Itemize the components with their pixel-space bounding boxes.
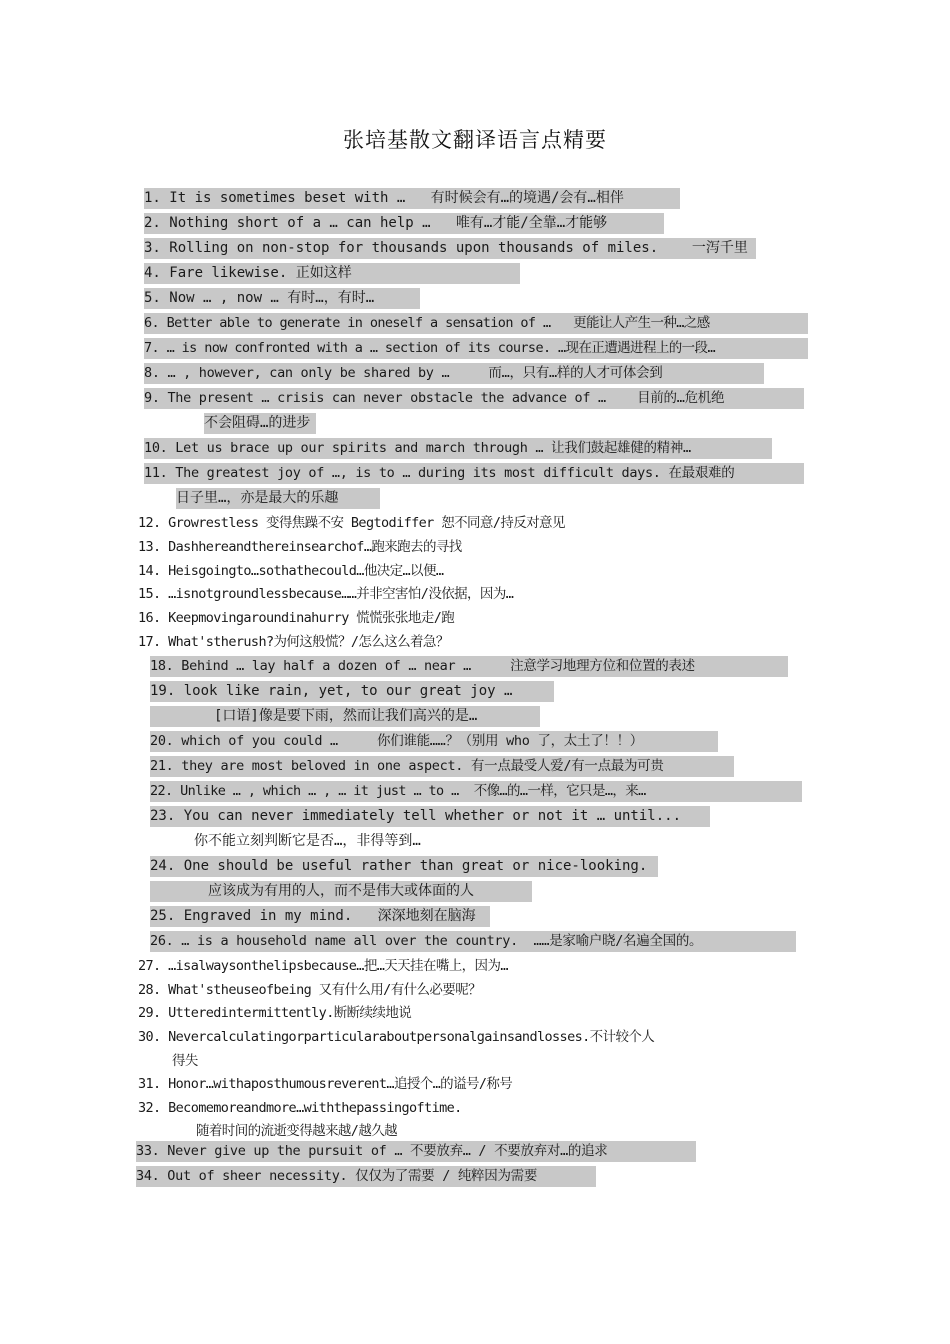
phrase-line-8: 8. … , however, can only be shared by … 而…，只有…样的人才可体会到 bbox=[144, 363, 764, 384]
phrase-line-34: 34. Out of sheer necessity. 仅仅为了需要 / 纯粹因为需要 bbox=[136, 1166, 596, 1187]
phrase-line-26: 26. … is a household name all over the country. ……是家喻户晓/名遍全国的。 bbox=[150, 931, 796, 952]
phrase-line-30: 30. Nevercalculatingorparticularaboutpersonalgainsandlosses.不计较个人 bbox=[138, 1029, 655, 1045]
phrase-line-6: 6. Better able to generate in oneself a sensation of … 更能让人产生一种…之感 bbox=[144, 313, 808, 334]
phrase-line-29: 29. Utteredintermittently.断断续续地说 bbox=[138, 1005, 412, 1021]
document-title: 张培基散文翻译语言点精要 bbox=[343, 128, 607, 152]
phrase-line-20: 20. which of you could … 你们谁能……？（别用 who 了，太土了！！） bbox=[150, 731, 718, 752]
phrase-line-11: 11. The greatest joy of …, is to … during its most difficult days. 在最艰难的 bbox=[144, 463, 804, 484]
phrase-line-10: 10. Let us brace up our spirits and march through … 让我们鼓起雄健的精神… bbox=[144, 438, 772, 459]
phrase-line-18: 18. Behind … lay half a dozen of … near … 注意学习地理方位和位置的表述 bbox=[150, 656, 788, 677]
phrase-line-25: 25. Engraved in my mind. 深深地刻在脑海 bbox=[150, 906, 490, 927]
phrase-line-27: 27. …isalwaysonthelipsbecause…把…天天挂在嘴上，因为… bbox=[138, 958, 508, 974]
phrase-line-2: 2. Nothing short of a … can help … 唯有…才能/全靠…才能够 bbox=[144, 213, 664, 234]
phrase-line-31: 31. Honor…withaposthumousreverent…追授个…的谥号/称号 bbox=[138, 1076, 513, 1092]
phrase-line-23: 23. You can never immediately tell whether or not it … until... bbox=[150, 806, 710, 827]
phrase-line-32-cont: 随着时间的流逝变得越来越/越久越 bbox=[196, 1123, 398, 1139]
phrase-line-30-cont: 得失 bbox=[172, 1053, 198, 1069]
phrase-line-12: 12. Growrestless 变得焦躁不安 Begtodiffer 恕不同意/持反对意见 bbox=[138, 515, 565, 531]
phrase-line-19-cont: [口语]像是要下雨，然而让我们高兴的是… bbox=[150, 706, 540, 727]
phrase-line-5: 5. Now … , now … 有时…，有时… bbox=[144, 288, 420, 309]
phrase-line-11-cont: 日子里…，亦是最大的乐趣 bbox=[176, 488, 380, 509]
phrase-line-23-cont: 你不能立刻判断它是否…，非得等到… bbox=[194, 833, 421, 849]
phrase-line-16: 16. Keepmovingaroundinahurry 慌慌张张地走/跑 bbox=[138, 610, 455, 626]
phrase-line-3: 3. Rolling on non-stop for thousands upon thousands of miles. 一泻千里 bbox=[144, 238, 756, 259]
phrase-line-1: 1. It is sometimes beset with … 有时候会有…的境遇/会有…相伴 bbox=[144, 188, 680, 209]
phrase-line-14: 14. Heisgoingto…sothathecould…他决定…以便… bbox=[138, 563, 444, 579]
phrase-line-4: 4. Fare likewise. 正如这样 bbox=[144, 263, 520, 284]
phrase-line-21: 21. they are most beloved in one aspect. 有一点最受人爱/有一点最为可贵 bbox=[150, 756, 734, 777]
phrase-line-32: 32. Becomemoreandmore…withthepassingoftime. bbox=[138, 1100, 462, 1116]
phrase-line-13: 13. Dashhereandthereinsearchof…跑来跑去的寻找 bbox=[138, 539, 462, 555]
phrase-line-28: 28. What'stheuseofbeing 又有什么用/有什么必要呢？ bbox=[138, 982, 481, 998]
phrase-line-9-cont: 不会阻碍…的进步 bbox=[204, 413, 316, 434]
phrase-line-24-cont: 应该成为有用的人，而不是伟大或体面的人 bbox=[150, 881, 532, 902]
phrase-line-7: 7. … is now confronted with a … section of its course. …现在正遭遇进程上的一段… bbox=[144, 338, 808, 359]
phrase-line-19: 19. look like rain, yet, to our great joy … bbox=[150, 681, 554, 702]
phrase-line-15: 15. …isnotgroundlessbecause……并非空害怕/没依据，因为… bbox=[138, 586, 514, 602]
phrase-line-9: 9. The present … crisis can never obstacle the advance of … 目前的…危机绝 bbox=[144, 388, 804, 409]
phrase-line-24: 24. One should be useful rather than great or nice-looking. bbox=[150, 856, 658, 877]
phrase-line-33: 33. Never give up the pursuit of … 不要放弃… / 不要放弃对…的追求 bbox=[136, 1141, 696, 1162]
phrase-line-17: 17. What'stherush?为何这般慌？/怎么这么着急？ bbox=[138, 634, 449, 650]
phrase-line-22: 22. Unlike … , which … , … it just … to … 不像…的…一样，它只是…，来… bbox=[150, 781, 802, 802]
